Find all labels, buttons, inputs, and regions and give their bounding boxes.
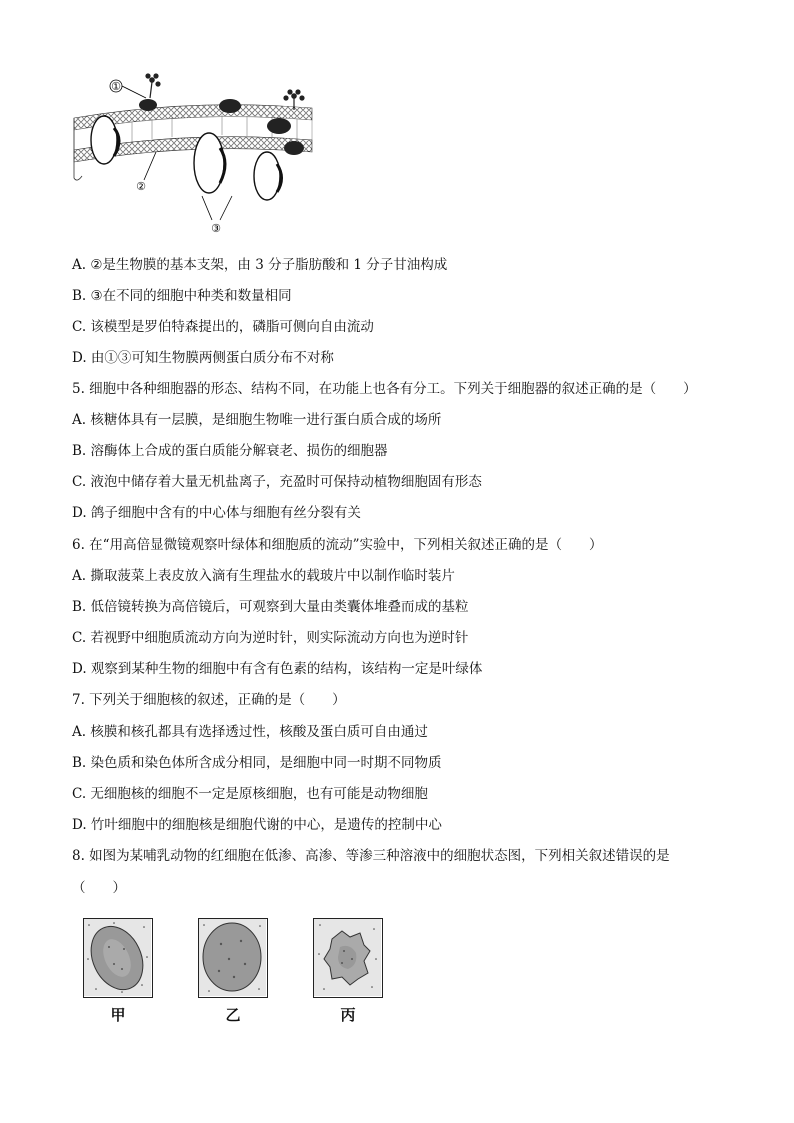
q5-option-b: B. 溶酶体上合成的蛋白质能分解衰老、损伤的细胞器 xyxy=(72,443,388,459)
cell-panel-jia xyxy=(83,918,153,998)
q6-option-c: C. 若视野中细胞质流动方向为逆时针，则实际流动方向也为逆时针 xyxy=(72,630,469,646)
cell-label-yi: 乙 xyxy=(225,1006,241,1024)
q8-stem-continuation: （ ） xyxy=(72,880,126,896)
q7-option-c: C. 无细胞核的细胞不一定是原核细胞，也有可能是动物细胞 xyxy=(72,786,428,802)
marker-2-label: ② xyxy=(136,180,146,193)
q6-option-a: A. 撕取菠菜上表皮放入滴有生理盐水的载玻片中以制作临时装片 xyxy=(72,568,455,584)
q4-option-c: C. 该模型是罗伯特森提出的，磷脂可侧向自由流动 xyxy=(72,319,374,335)
q7-option-a: A. 核膜和核孔都具有选择透过性，核酸及蛋白质可自由通过 xyxy=(72,724,428,740)
q5-option-d: D. 鸽子细胞中含有的中心体与细胞有丝分裂有关 xyxy=(72,505,361,521)
q5-option-c: C. 液泡中储存着大量无机盐离子，充盈时可保持动植物细胞固有形态 xyxy=(72,474,482,490)
cell-label-bing: 丙 xyxy=(340,1006,356,1024)
q8-stem: 8. 如图为某哺乳动物的红细胞在低渗、高渗、等渗三种溶液中的细胞状态图，下列相关叙述错误的是 xyxy=(72,848,670,864)
cell-label-jia: 甲 xyxy=(110,1006,126,1024)
q6-option-b: B. 低倍镜转换为高倍镜后，可观察到大量由类囊体堆叠而成的基粒 xyxy=(72,599,469,615)
red-blood-cell-figure xyxy=(80,918,400,1028)
q7-stem: 7. 下列关于细胞核的叙述，正确的是（ ） xyxy=(72,692,346,708)
cell-panel-bing xyxy=(313,918,383,998)
q6-stem: 6. 在“用高倍显微镜观察叶绿体和细胞质的流动”实验中，下列相关叙述正确的是（ ） xyxy=(72,537,603,553)
membrane-model-figure xyxy=(72,68,322,236)
q6-option-d: D. 观察到某种生物的细胞中有含有色素的结构，该结构一定是叶绿体 xyxy=(72,661,483,677)
q4-option-a: A. ②是生物膜的基本支架，由 3 分子脂肪酸和 1 分子甘油构成 xyxy=(72,257,448,273)
q5-option-a: A. 核糖体具有一层膜，是细胞生物唯一进行蛋白质合成的场所 xyxy=(72,412,442,428)
q5-stem: 5. 细胞中各种细胞器的形态、结构不同，在功能上也各有分工。下列关于细胞器的叙述正确的是（ ） xyxy=(72,381,697,397)
marker-3-label: ③ xyxy=(211,222,221,235)
q4-option-b: B. ③在不同的细胞中种类和数量相同 xyxy=(72,288,292,304)
q7-option-b: B. 染色质和染色体所含成分相同，是细胞中同一时期不同物质 xyxy=(72,755,442,771)
q4-option-d: D. 由①③可知生物膜两侧蛋白质分布不对称 xyxy=(72,350,334,366)
marker-1-label: ① xyxy=(111,80,121,93)
cell-panel-yi xyxy=(198,918,268,998)
q7-option-d: D. 竹叶细胞中的细胞核是细胞代谢的中心，是遗传的控制中心 xyxy=(72,817,442,833)
